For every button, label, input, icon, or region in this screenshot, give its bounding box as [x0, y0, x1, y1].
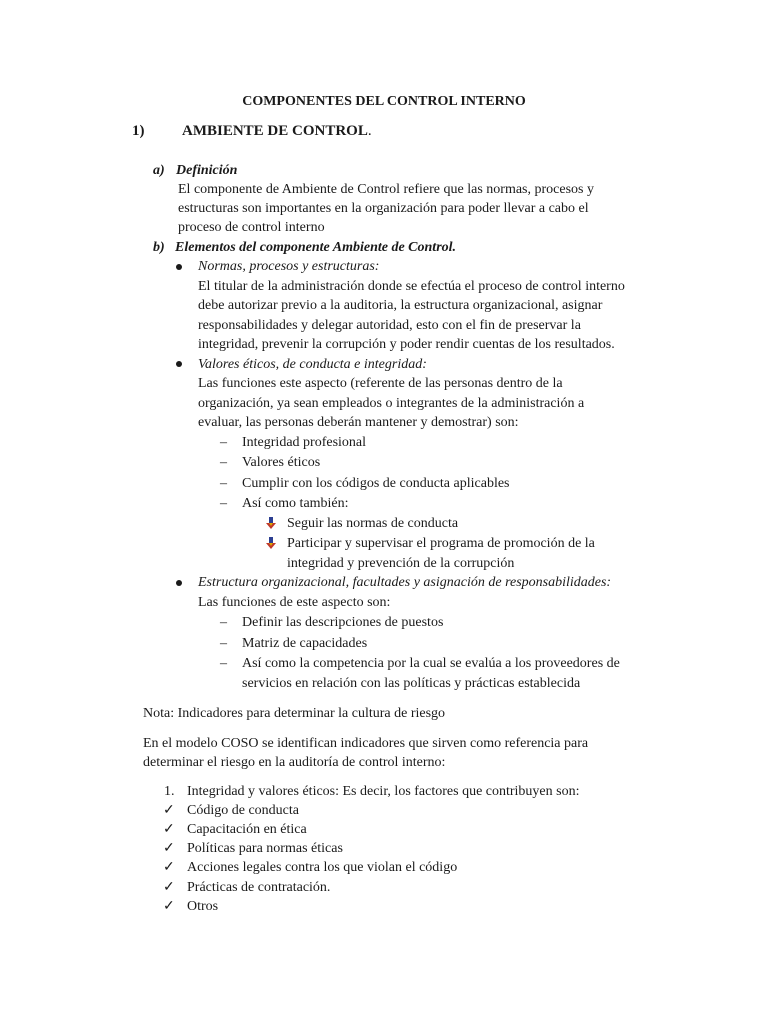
- dash-icon: –: [220, 435, 227, 450]
- bullet1-heading: Normas, procesos y estructuras:: [198, 259, 380, 274]
- section-heading-text: AMBIENTE DE CONTROL: [182, 123, 368, 139]
- checkmark-icon: ✓: [163, 803, 175, 818]
- check-item-1: Código de conducta: [187, 803, 299, 818]
- bullet1-line-4: integridad, prevenir la corrupción y poder rendir cuentas de los resultados.: [198, 337, 615, 352]
- definition-line-2: estructuras son importantes en la organización para poder llevar a cabo el: [178, 201, 589, 216]
- bullet2-dash-item-3: Cumplir con los códigos de conducta aplicables: [242, 476, 510, 491]
- list-item-1: Integridad y valores éticos: Es decir, los factores que contribuyen son:: [187, 784, 580, 799]
- bullet3-dash-item-4: servicios en relación con las políticas y prácticas establecida: [242, 676, 581, 691]
- section-number: 1): [132, 123, 145, 139]
- coso-line-1: En el modelo COSO se identifican indicadores que sirven como referencia para: [143, 736, 589, 751]
- dash-icon: –: [220, 615, 227, 630]
- subsection-b-label: b): [153, 240, 165, 255]
- checkmark-icon: ✓: [163, 860, 175, 875]
- bullet3-intro: Las funciones de este aspecto son:: [198, 595, 391, 610]
- definition-line-1: El componente de Ambiente de Control refiere que las normas, procesos y: [178, 182, 594, 197]
- bullet2-arrow-item-3: integridad y prevención de la corrupción: [287, 556, 515, 571]
- dash-icon: –: [220, 455, 227, 470]
- bullet3-dash-item-2: Matriz de capacidades: [242, 636, 368, 651]
- section-heading-ambiente: [132, 122, 372, 142]
- document-title: COMPONENTES DEL CONTROL INTERNO: [242, 94, 526, 109]
- dash-icon: –: [220, 476, 227, 491]
- subsection-a-heading: Definición: [176, 163, 238, 178]
- list-number: 1.: [164, 784, 175, 799]
- arrow-down-icon: [266, 537, 276, 549]
- bullet2-line-2: organización, ya sean empleados o integrantes de la administración a: [198, 396, 585, 411]
- dash-icon: –: [220, 636, 227, 651]
- dash-icon: –: [220, 496, 227, 511]
- bullet1-line-1: El titular de la administración donde se efectúa el proceso de control interno: [198, 279, 625, 294]
- check-item-2: Capacitación en ética: [187, 822, 307, 837]
- subsection-b-heading: Elementos del componente Ambiente de Control.: [175, 240, 457, 255]
- check-item-3: Políticas para normas éticas: [187, 841, 343, 856]
- bullet2-arrow-item-1: Seguir las normas de conducta: [287, 516, 459, 531]
- bullet2-heading: Valores éticos, de conducta e integridad:: [198, 357, 427, 372]
- subsection-a-label: a): [153, 163, 165, 178]
- bullet1-line-2: debe autorizar previo a la auditoria, la estructura organizacional, asignar: [198, 298, 603, 313]
- note-text: Nota: Indicadores para determinar la cultura de riesgo: [143, 706, 446, 721]
- checkmark-icon: ✓: [163, 899, 175, 914]
- arrow-down-icon: [266, 517, 276, 529]
- bullet3-dash-item-1: Definir las descripciones de puestos: [242, 615, 444, 630]
- bullet3-heading: Estructura organizacional, facultades y asignación de responsabilidades:: [198, 575, 612, 590]
- bullet3-dash-item-3: Así como la competencia por la cual se evalúa a los proveedores de: [242, 656, 620, 671]
- dash-icon: –: [220, 656, 227, 671]
- checkmark-icon: ✓: [163, 841, 175, 856]
- bullet2-arrow-item-2: Participar y supervisar el programa de promoción de la: [287, 536, 595, 551]
- check-item-6: Otros: [187, 899, 219, 914]
- bullet2-line-1: Las funciones este aspecto (referente de las personas dentro de la: [198, 376, 563, 391]
- checkmark-icon: ✓: [163, 822, 175, 837]
- bullet-icon: [176, 580, 182, 586]
- bullet2-dash-item-1: Integridad profesional: [242, 435, 367, 450]
- bullet2-dash-item-4: Así como también:: [242, 496, 349, 511]
- check-item-5: Prácticas de contratación.: [187, 880, 331, 895]
- check-item-4: Acciones legales contra los que violan el código: [187, 860, 458, 875]
- coso-line-2: determinar el riesgo en la auditoría de control interno:: [143, 755, 446, 770]
- bullet2-dash-item-2: Valores éticos: [242, 455, 321, 470]
- section-heading-period: .: [367, 123, 372, 139]
- bullet-icon: [176, 361, 182, 367]
- bullet1-line-3: responsabilidades y delegar autoridad, esto con el fin de preservar la: [198, 318, 581, 333]
- bullet-icon: [176, 264, 182, 270]
- checkmark-icon: ✓: [163, 880, 175, 895]
- bullet2-line-3: evaluar, las personas deberán mantener y demostrar) son:: [198, 415, 519, 430]
- definition-line-3: proceso de control interno: [178, 220, 325, 235]
